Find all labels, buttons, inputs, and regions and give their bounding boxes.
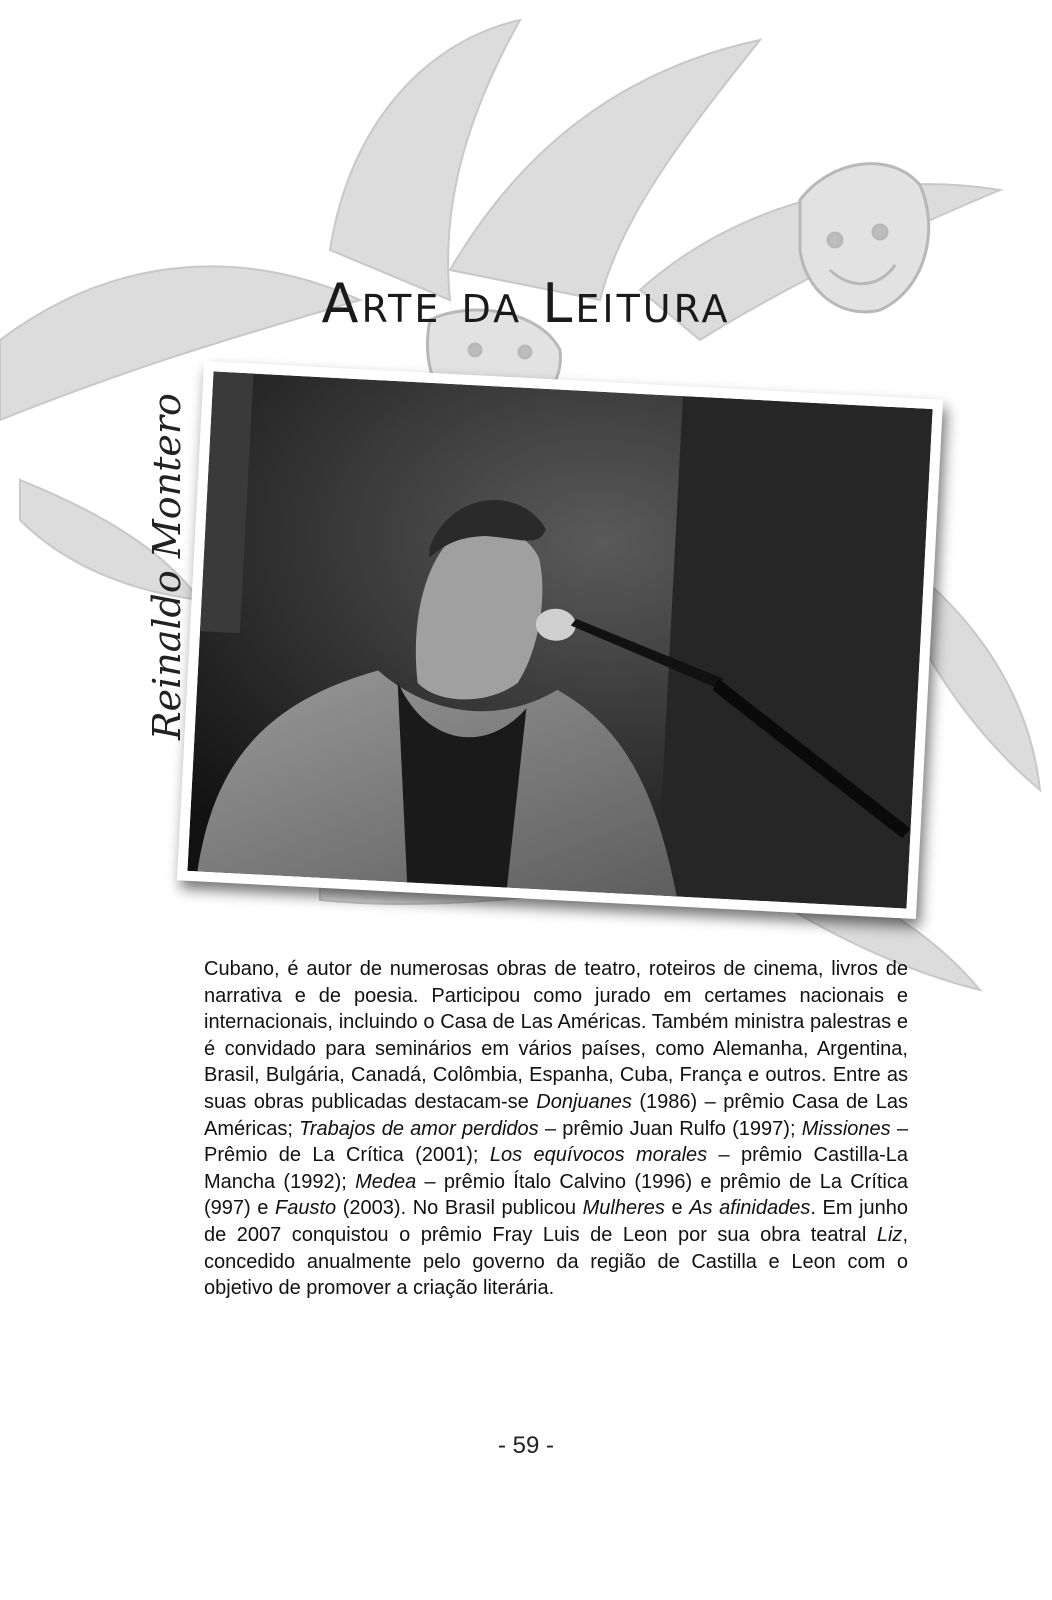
bio-text: Cubano, é autor de numerosas obras de teatro, roteiros de cinema, livros de narrativa e de poesia. Participou como jurado em certames nacionais e internacionais, incluindo o Casa de Las Américas. Também ministra palestras e é convidado para seminários em vários países, como Alemanha, Argentina, Brasil, Bulgária, Canadá, Colômbia, Espanha, Cuba, França e outros. Entre as suas obras publicadas destacam-se: [204, 958, 908, 1113]
bio-text: (1986) – prêmio Casa de Las Américas;: [204, 1090, 909, 1140]
author-photo: [187, 372, 932, 909]
bio-text: (2003). No Brasil publicou: [336, 1197, 583, 1220]
bio-text: , concedido anualmente pelo governo da região de Castilla e Leon com o objetivo de promover a criação literária.: [204, 1223, 908, 1300]
work-title: Medea: [355, 1170, 417, 1193]
work-title: Los equívocos morales: [489, 1144, 708, 1167]
bio-text: – Prêmio de La Crítica (2001);: [204, 1117, 909, 1167]
bio-text: . Em junho de 2007 conquistou o prêmio Fray Luis de Leon por sua obra teatral: [204, 1197, 909, 1246]
page-number: - 59 -: [497, 1432, 554, 1459]
work-title: As afinidades: [689, 1197, 811, 1220]
bio-text: – prêmio Ítalo Calvino (1996) e prêmio de La Crítica (997) e: [204, 1170, 908, 1220]
work-title: Trabajos de amor perdidos: [299, 1117, 539, 1140]
work-title: Mulheres: [582, 1197, 665, 1220]
work-title: Missiones: [801, 1117, 891, 1140]
bio-text: – prêmio Juan Rulfo (1997);: [538, 1117, 802, 1140]
bio-text: e: [664, 1197, 690, 1220]
biography-paragraph: [204, 956, 908, 1302]
work-title: Donjuanes: [536, 1090, 632, 1113]
work-title: Liz: [876, 1223, 903, 1246]
author-name: Reinaldo Montero: [145, 393, 189, 740]
bio-text: – prêmio Castilla-La Mancha (1992);: [204, 1144, 908, 1193]
author-photo-frame: [177, 361, 943, 919]
page-title: Arte da Leitura: [321, 272, 731, 335]
work-title: Fausto: [275, 1197, 337, 1220]
